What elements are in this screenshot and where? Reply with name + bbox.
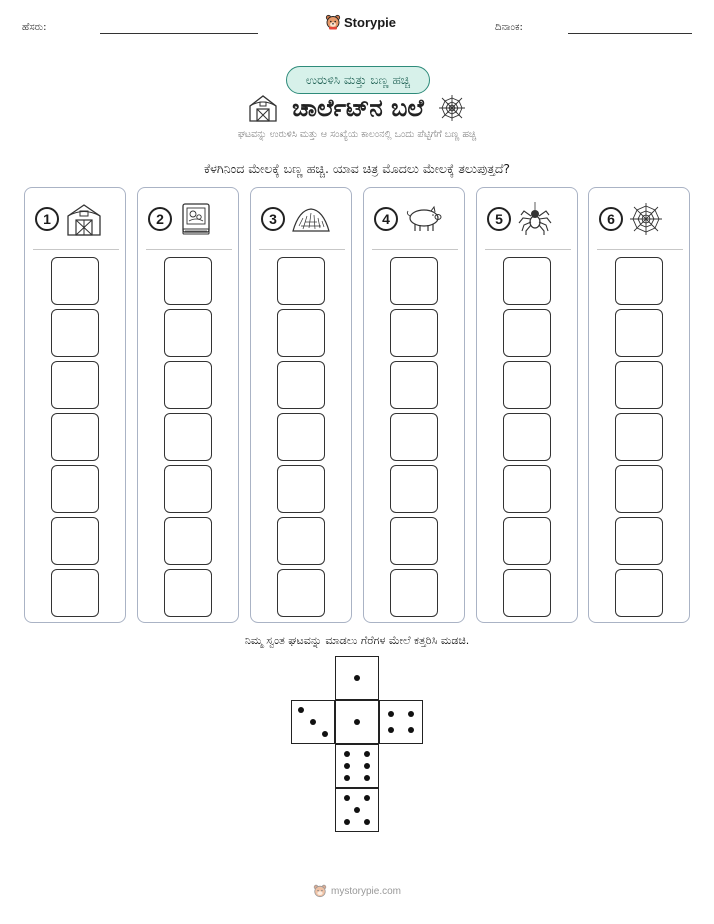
- color-box[interactable]: [164, 517, 212, 565]
- worksheet-header: [0, 12, 714, 40]
- column-2: [137, 187, 239, 623]
- die-pip: [310, 719, 316, 725]
- column-4: [363, 187, 465, 623]
- color-box[interactable]: [390, 257, 438, 305]
- color-box[interactable]: [277, 309, 325, 357]
- brand-name: Storypie: [344, 14, 397, 30]
- die-pip: [344, 795, 350, 801]
- color-box[interactable]: [51, 361, 99, 409]
- column-divider: [33, 249, 119, 250]
- footer-url[interactable]: mystorypie.com: [330, 885, 401, 897]
- color-box[interactable]: [51, 465, 99, 513]
- die-pip: [408, 711, 414, 717]
- column-header: [35, 202, 115, 236]
- brand-logo: [325, 14, 396, 30]
- color-box[interactable]: [390, 413, 438, 461]
- color-box[interactable]: [503, 569, 551, 617]
- color-box[interactable]: [390, 569, 438, 617]
- question: ಕೆಳಗಿನಿಂದ ಮೇಲಕ್ಕೆ ಬಣ್ಣ ಹಚ್ಚಿ. ಯಾವ ಚಿತ್ರ ಮೊದಲು ಮೇಲಕ್ಕೆ ತಲುಪುತ್ತದೆ?: [203, 161, 511, 176]
- column-header: [148, 202, 228, 236]
- die-face-1: [335, 656, 379, 700]
- book-icon: [178, 201, 214, 237]
- hay-pile-icon: [291, 204, 331, 234]
- color-box[interactable]: [615, 517, 663, 565]
- color-box[interactable]: [164, 361, 212, 409]
- bear-mascot-icon: [325, 14, 341, 30]
- die-pip: [344, 775, 350, 781]
- color-box[interactable]: [51, 309, 99, 357]
- die-face-1: [335, 700, 379, 744]
- color-box[interactable]: [277, 569, 325, 617]
- column-number: 5: [487, 207, 511, 231]
- column-number: 6: [599, 207, 623, 231]
- die-pip: [408, 727, 414, 733]
- color-box[interactable]: [503, 309, 551, 357]
- column-number: 3: [261, 207, 285, 231]
- die-pip: [364, 751, 370, 757]
- color-box[interactable]: [390, 517, 438, 565]
- title-row: [0, 92, 714, 124]
- die-face-4: [379, 700, 423, 744]
- die-pip: [344, 763, 350, 769]
- color-box[interactable]: [503, 361, 551, 409]
- column-number: 4: [374, 207, 398, 231]
- color-box[interactable]: [615, 413, 663, 461]
- column-number: 2: [148, 207, 172, 231]
- color-box[interactable]: [615, 257, 663, 305]
- bear-mascot-icon: [313, 884, 327, 898]
- die-pip: [354, 807, 360, 813]
- color-box[interactable]: [164, 413, 212, 461]
- die-net: [291, 656, 423, 834]
- color-box[interactable]: [615, 309, 663, 357]
- column-header: [487, 202, 567, 236]
- color-box[interactable]: [164, 569, 212, 617]
- color-box[interactable]: [164, 309, 212, 357]
- color-box[interactable]: [277, 465, 325, 513]
- color-box[interactable]: [615, 569, 663, 617]
- die-face-6: [335, 744, 379, 788]
- color-box[interactable]: [164, 257, 212, 305]
- spider-web-icon: [438, 94, 466, 122]
- die-pip: [322, 731, 328, 737]
- barn-icon: [248, 94, 278, 122]
- column-6: [588, 187, 690, 623]
- column-divider: [146, 249, 232, 250]
- column-header: [261, 202, 341, 236]
- color-box[interactable]: [277, 257, 325, 305]
- column-5: [476, 187, 578, 623]
- color-box[interactable]: [503, 413, 551, 461]
- name-line: [100, 33, 258, 34]
- color-box[interactable]: [51, 413, 99, 461]
- column-1: [24, 187, 126, 623]
- color-box[interactable]: [51, 257, 99, 305]
- roll-columns: [24, 187, 690, 623]
- date-line: [568, 33, 692, 34]
- activity-badge: ಉರುಳಿಸಿ ಮತ್ತು ಬಣ್ಣ ಹಚ್ಚಿ: [286, 66, 430, 94]
- die-pip: [388, 711, 394, 717]
- color-box[interactable]: [51, 569, 99, 617]
- column-header: [599, 202, 679, 236]
- color-box[interactable]: [277, 413, 325, 461]
- color-box[interactable]: [390, 361, 438, 409]
- die-pip: [364, 795, 370, 801]
- spider-web-icon: [629, 202, 663, 236]
- barn-icon: [65, 202, 103, 236]
- color-box[interactable]: [51, 517, 99, 565]
- color-box[interactable]: [390, 309, 438, 357]
- die-pip: [364, 819, 370, 825]
- footer: [0, 884, 714, 898]
- column-3: [250, 187, 352, 623]
- die-pip: [354, 719, 360, 725]
- die-face-5: [335, 788, 379, 832]
- color-box[interactable]: [503, 465, 551, 513]
- die-face-3: [291, 700, 335, 744]
- spider-icon: [517, 201, 553, 237]
- die-pip: [364, 763, 370, 769]
- die-pip: [344, 819, 350, 825]
- name-label: ಹೆಸರು:: [22, 22, 47, 33]
- color-box[interactable]: [277, 361, 325, 409]
- color-box[interactable]: [277, 517, 325, 565]
- worksheet-title: ಚಾರ್ಲೆಟ್‌ನ ಬಲೆ: [292, 94, 424, 122]
- color-box[interactable]: [615, 465, 663, 513]
- color-box[interactable]: [503, 517, 551, 565]
- die-pip: [344, 751, 350, 757]
- cut-fold-instruction: ನಿಮ್ಮ ಸ್ವಂತ ಘಟವನ್ನು ಮಾಡಲು ಗೆರೆಗಳ ಮೇಲೆ ಕತ್ತರಿಸಿ ಮಡಚಿ.: [244, 634, 470, 647]
- color-box[interactable]: [390, 465, 438, 513]
- die-pip: [354, 675, 360, 681]
- color-box[interactable]: [615, 361, 663, 409]
- die-pip: [364, 775, 370, 781]
- color-box[interactable]: [503, 257, 551, 305]
- date-label: ದಿನಾಂಕ:: [495, 22, 523, 33]
- column-header: [374, 202, 454, 236]
- pig-icon: [404, 204, 444, 234]
- column-divider: [259, 249, 345, 250]
- die-pip: [388, 727, 394, 733]
- column-divider: [372, 249, 458, 250]
- column-divider: [597, 249, 683, 250]
- die-pip: [298, 707, 304, 713]
- subtitle: ಘಟವನ್ನು ಉರುಳಿಸಿ ಮತ್ತು ಆ ಸಂಖ್ಯೆಯ ಕಾಲಂನಲ್ಲಿ ಒಂದು ಪೆಟ್ಟಿಗೆಗೆ ಬಣ್ಣ ಹಚ್ಚಿ: [237, 129, 477, 140]
- color-box[interactable]: [164, 465, 212, 513]
- column-divider: [485, 249, 571, 250]
- column-number: 1: [35, 207, 59, 231]
